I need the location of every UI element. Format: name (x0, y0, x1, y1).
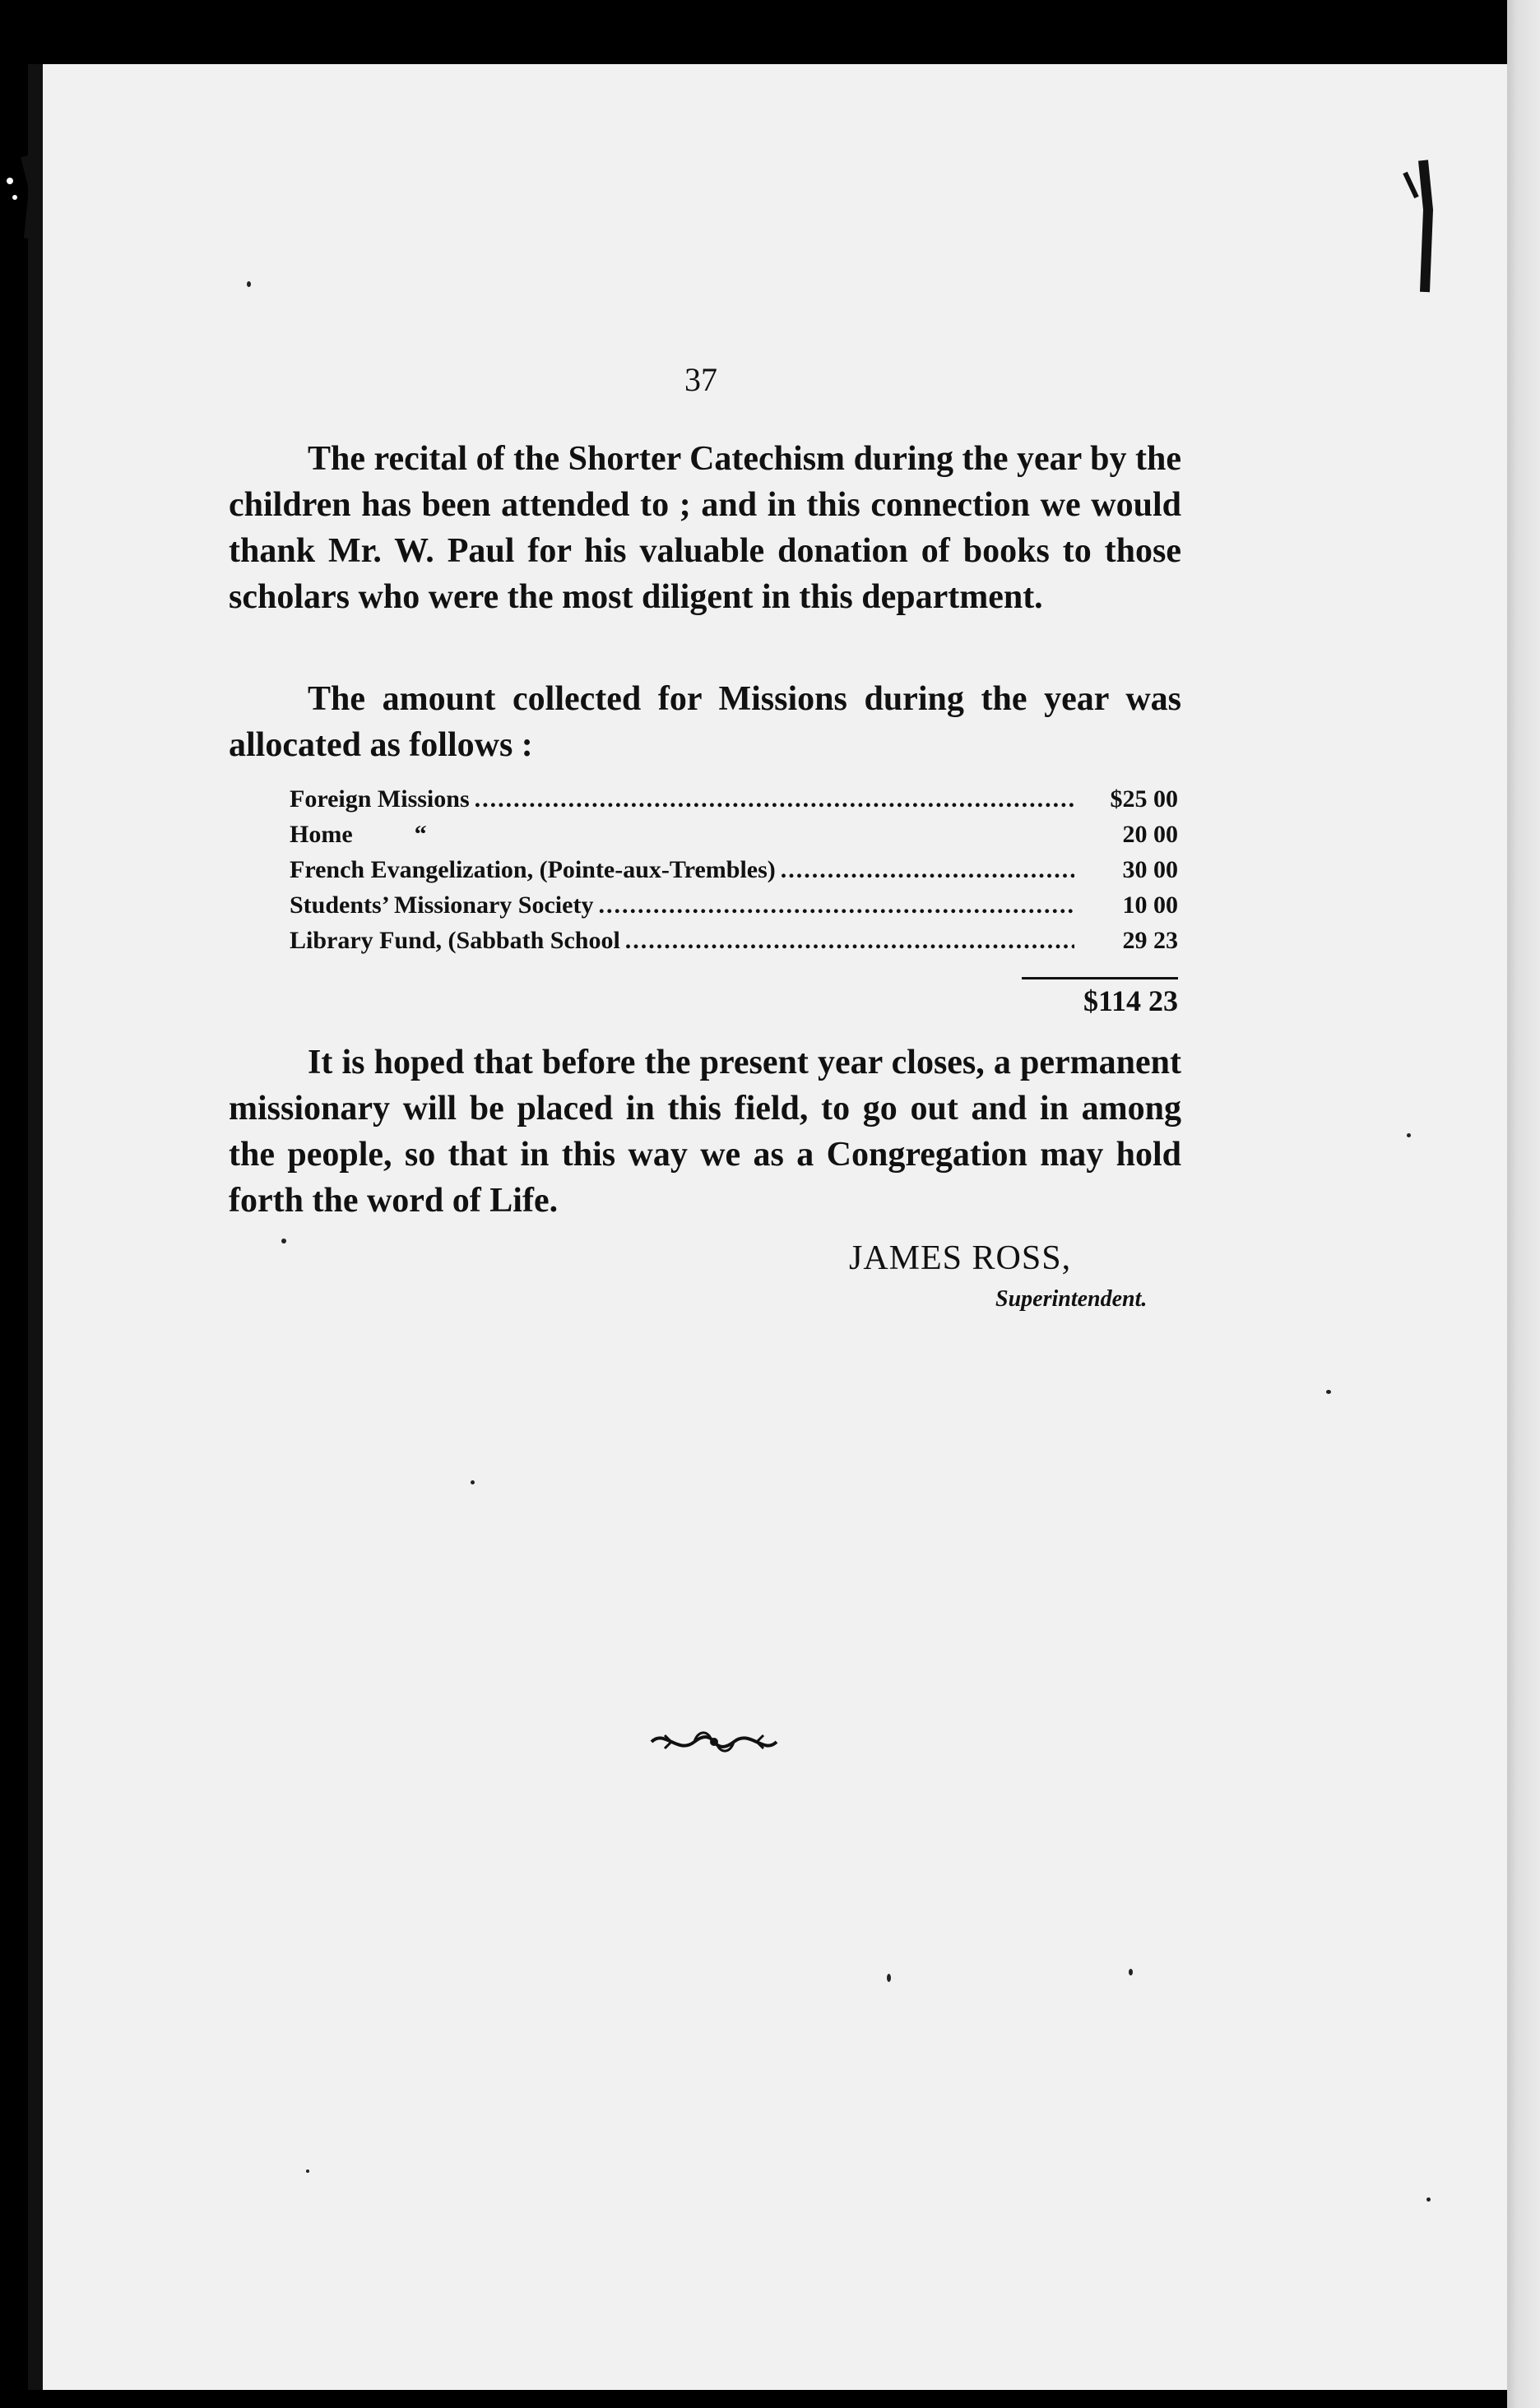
scan-speck (887, 1974, 891, 1982)
missions-account-table (290, 781, 1178, 958)
account-row (290, 923, 1178, 958)
leader-dots (625, 923, 1074, 958)
account-amount: 29 23 (1122, 927, 1178, 954)
leader-dots (475, 781, 1074, 817)
scan-corner-mark (0, 148, 74, 247)
total-rule (1022, 977, 1178, 979)
account-row (290, 852, 1178, 887)
scan-edge-mark (1390, 156, 1448, 304)
scan-speck (247, 281, 251, 287)
account-label: French Evangelization, (Pointe-aux-Trembles) (290, 856, 776, 883)
scan-speck (471, 1480, 475, 1484)
scan-speck (1326, 1390, 1331, 1394)
account-row (290, 817, 1178, 852)
leader-dots (781, 852, 1074, 887)
leader-dots (598, 887, 1074, 923)
account-total: $114 23 (1083, 984, 1178, 1017)
account-label: Home “ (290, 821, 427, 848)
paragraph-missionary-hope: It is hoped that before the present year closes, a permanent missionary will be placed in this field, to go out and in among the people, so that in this way we as a Congregation may hold forth the word of Life. (229, 1044, 1181, 1220)
account-row (290, 887, 1178, 923)
account-amount: 10 00 (1122, 891, 1178, 919)
page-number: 37 (684, 361, 717, 398)
signature-title: Superintendent. (995, 1286, 1148, 1312)
account-amount: 30 00 (1122, 856, 1178, 883)
account-amount: $25 00 (1110, 785, 1178, 813)
document-page (28, 64, 1515, 2390)
account-label: Library Fund, (Sabbath School (290, 927, 620, 954)
scan-speck (1407, 1133, 1411, 1137)
scan-speck (306, 2170, 309, 2173)
ornament-icon (648, 1724, 780, 1760)
scan-right-edge (1507, 0, 1540, 2408)
signature-name: JAMES ROSS, (849, 1239, 1072, 1277)
scan-speck (1426, 2197, 1431, 2202)
account-label: Students’ Missionary Society (290, 891, 594, 919)
paragraph-missions-intro: The amount collected for Missions during the year was allocated as follows : (229, 680, 1181, 764)
account-label: Foreign Missions (290, 785, 470, 813)
scan-top-border (0, 0, 1540, 64)
scan-speck (1129, 1969, 1133, 1975)
account-row (290, 781, 1178, 817)
scan-speck (281, 1239, 286, 1243)
paragraph-catechism: The recital of the Shorter Catechism during the year by the children has been attended to ; and in this connection we would thank Mr. W. Paul for his valuable donation of books to those scholars who were the most diligent in this department. (229, 440, 1181, 616)
account-amount: 20 00 (1122, 821, 1178, 848)
